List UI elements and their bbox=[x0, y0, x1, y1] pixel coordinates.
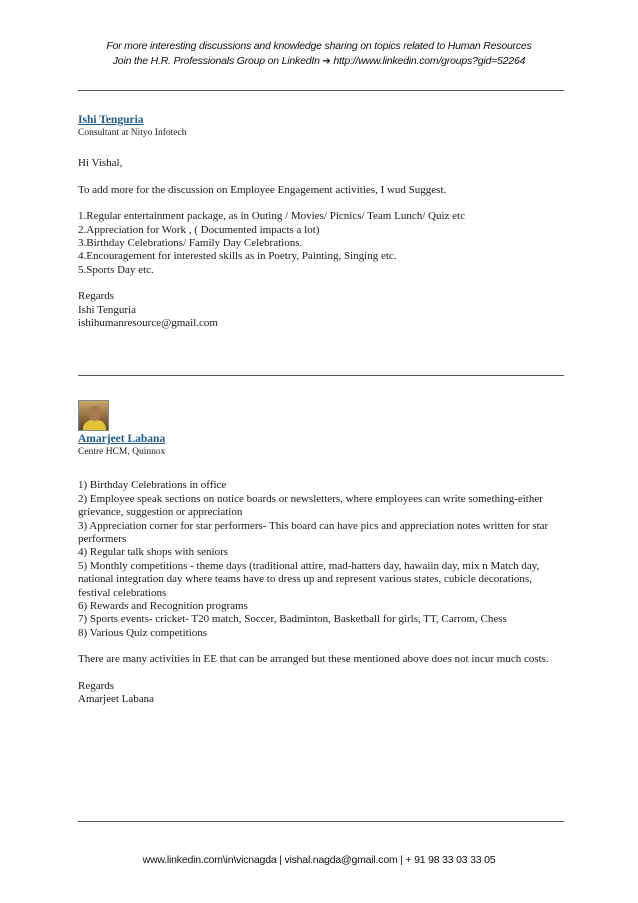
signoff: Regards bbox=[78, 679, 115, 692]
header-line-1: For more interesting discussions and knowledge sharing on topics related to Human Resources bbox=[106, 40, 532, 52]
list-item: 1) Birthday Celebrations in office bbox=[78, 479, 227, 492]
post-amarjeet bbox=[78, 433, 564, 707]
list-item: 2) Employee speak sections on notice boards or newsletters, where employees can write something-either grievance, suggestion or appreciation bbox=[78, 492, 543, 519]
intro-text: To add more for the discussion on Employee Engagement activities, I wud Suggest. bbox=[78, 183, 447, 196]
header-join-text: Join the H.R. Professionals Group on LinkedIn bbox=[112, 55, 320, 67]
group-link[interactable]: http://www.linkedin.com/groups?gid=52264 bbox=[333, 55, 526, 67]
post-ishi bbox=[78, 114, 564, 330]
list-item: 3) Appreciation corner for star performers- This board can have pics and appreciation notes written for star performers bbox=[78, 519, 549, 546]
header-line-2 bbox=[0, 54, 638, 69]
list-item: 4.Encouragement for interested skills as in Poetry, Painting, Singing etc. bbox=[78, 250, 397, 263]
divider-top bbox=[78, 90, 564, 91]
list-item: 1.Regular entertainment package, as in Outing / Movies/ Picnics/ Team Lunch/ Quiz etc bbox=[78, 210, 465, 223]
greeting: Hi Vishal, bbox=[78, 157, 123, 170]
author-name-link[interactable]: Amarjeet Labana bbox=[78, 433, 166, 445]
signature: Ishi Tenguria bbox=[78, 303, 136, 316]
list-item: 3.Birthday Celebrations/ Family Day Celebrations. bbox=[78, 237, 303, 250]
page-footer: www.linkedin.com\in\vicnagda | vishal.nagda@gmail.com | + 91 98 33 03 33 05 bbox=[142, 854, 496, 866]
avatar-shirt bbox=[83, 420, 106, 431]
closing-text: There are many activities in EE that can be arranged but these mentioned above does not incur much costs. bbox=[78, 653, 549, 666]
divider-bottom bbox=[78, 821, 564, 822]
divider-middle bbox=[78, 375, 564, 376]
author-title: Consultant at Nityo Infotech bbox=[78, 128, 187, 139]
list-item: 2.Appreciation for Work , ( Documented impacts a lot) bbox=[78, 223, 320, 236]
list-item: 5.Sports Day etc. bbox=[78, 263, 154, 276]
list-item: 5) Monthly competitions - theme days (traditional attire, mad-hatters day, hawaiin day, mix n Match day, national integration day where teams have to dress up and represent various states, cubicle decorations, festival celebrations bbox=[78, 559, 540, 599]
list-item: 6) Rewards and Recognition programs bbox=[78, 600, 248, 613]
author-title: Centre HCM, Quinnox bbox=[78, 447, 166, 458]
page-header bbox=[0, 39, 638, 69]
signature: Amarjeet Labana bbox=[78, 693, 155, 706]
signoff: Regards bbox=[78, 290, 115, 303]
avatar[interactable] bbox=[78, 400, 109, 431]
author-name-link[interactable]: Ishi Tenguria bbox=[78, 114, 144, 126]
list-item: 4) Regular talk shops with seniors bbox=[78, 546, 229, 559]
email-text: ishihumanresource@gmail.com bbox=[78, 317, 218, 330]
avatar-face bbox=[88, 406, 101, 421]
list-item: 7) Sports events- cricket- T20 match, Soccer, Badminton, Basketball for girls, TT, Carrom, Chess bbox=[78, 613, 507, 626]
list-item: 8) Various Quiz competitions bbox=[78, 626, 208, 639]
arrow-right-icon: ➔ bbox=[322, 56, 331, 67]
